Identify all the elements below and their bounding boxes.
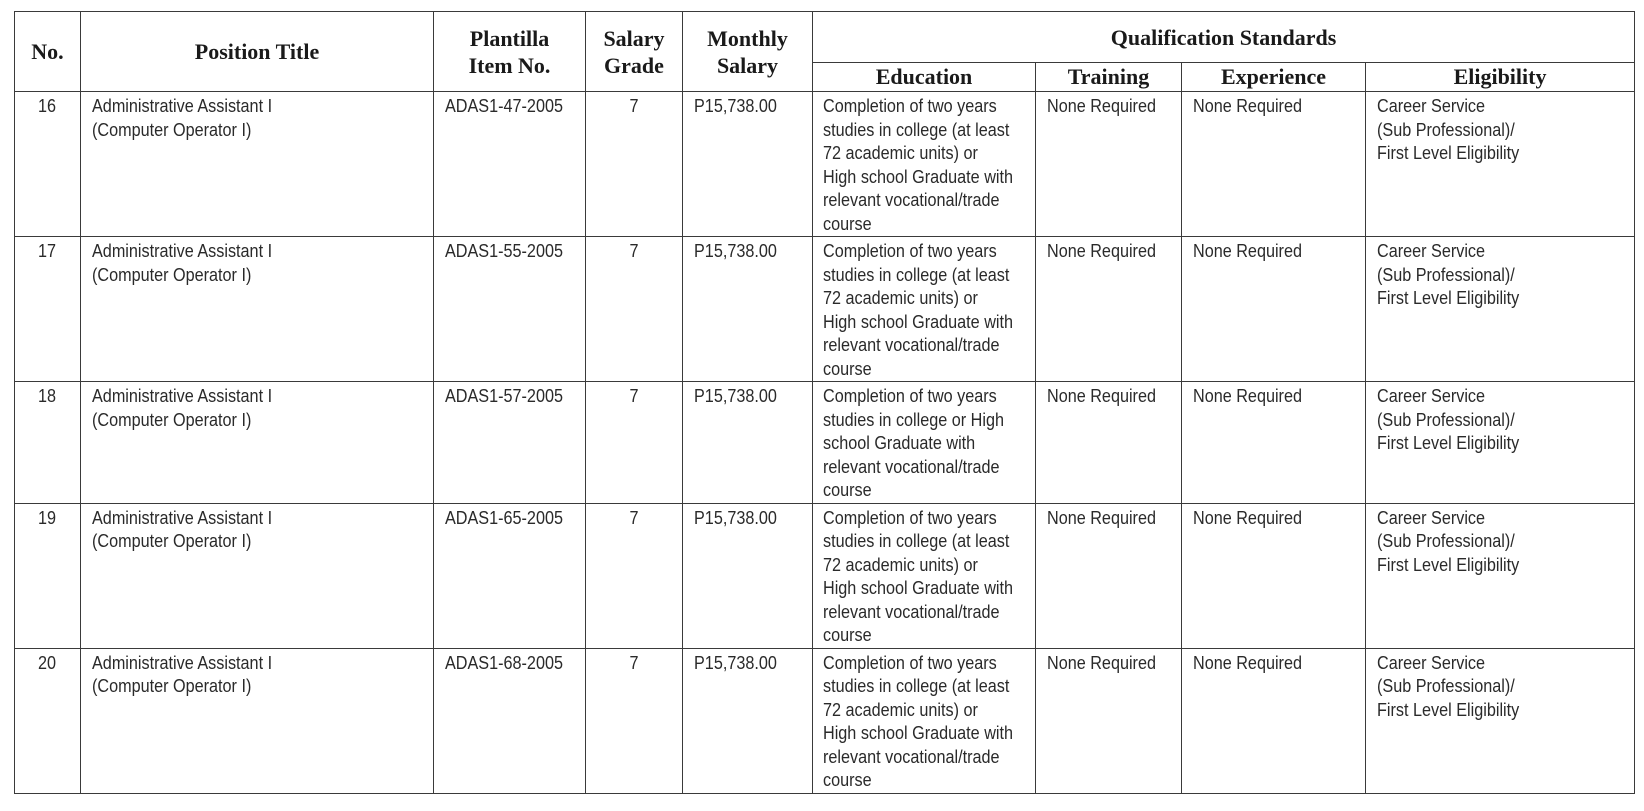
header-eligibility: Eligibility [1366,63,1635,92]
cell-position-title: Administrative Assistant I (Computer Operator I) [92,96,273,140]
cell-experience: None Required [1193,386,1302,406]
cell-plantilla-item-no: ADAS1-68-2005 [445,652,563,673]
cell-education: Completion of two years studies in college (at least 72 academic units) or High school Graduate with relevant vocational/trade course [823,96,1014,234]
cell-no: 18 [38,386,57,406]
cell-position-title: Administrative Assistant I (Computer Operator I) [92,652,273,696]
table-row [15,503,1635,648]
cell-training: None Required [1047,652,1156,673]
table-row [15,382,1635,504]
cell-monthly-salary: P15,738.00 [694,386,777,406]
table-row [15,237,1635,382]
cell-eligibility: Career Service (Sub Professional)/ First Level Eligibility [1377,241,1520,308]
cell-monthly-salary: P15,738.00 [694,96,777,116]
header-training: Training [1036,63,1182,92]
cell-training: None Required [1047,507,1156,528]
table-row [15,648,1635,793]
cell-position-title: Administrative Assistant I (Computer Operator I) [92,507,273,551]
cell-eligibility: Career Service (Sub Professional)/ First Level Eligibility [1377,507,1520,575]
cell-salary-grade: 7 [629,652,639,673]
header-monthly-salary: Monthly Salary [683,12,813,92]
cell-experience: None Required [1193,96,1302,116]
cell-monthly-salary: P15,738.00 [694,652,777,673]
cell-education: Completion of two years studies in college (at least 72 academic units) or High school Graduate with relevant vocational/trade course [823,241,1014,379]
cell-plantilla-item-no: ADAS1-65-2005 [445,507,563,528]
cell-education: Completion of two years studies in college (at least 72 academic units) or High school Graduate with relevant vocational/trade course [823,507,1014,645]
cell-eligibility: Career Service (Sub Professional)/ First Level Eligibility [1377,386,1520,453]
cell-monthly-salary: P15,738.00 [694,507,777,528]
cell-salary-grade: 7 [629,507,639,528]
cell-experience: None Required [1193,507,1302,528]
cell-experience: None Required [1193,652,1302,673]
cell-position-title: Administrative Assistant I (Computer Operator I) [92,386,273,430]
cell-education: Completion of two years studies in college or High school Graduate with relevant vocational/trade course [823,386,1005,500]
header-salary-grade: Salary Grade [586,12,683,92]
cell-position-title: Administrative Assistant I (Computer Operator I) [92,241,273,285]
cell-plantilla-item-no: ADAS1-55-2005 [445,241,563,261]
cell-no: 17 [38,241,57,261]
cell-experience: None Required [1193,241,1302,261]
cell-eligibility: Career Service (Sub Professional)/ First Level Eligibility [1377,96,1520,163]
cell-plantilla-item-no: ADAS1-57-2005 [445,386,563,406]
cell-no: 16 [38,96,57,116]
header-plantilla-item-no: Plantilla Item No. [434,12,586,92]
cell-training: None Required [1047,241,1156,261]
cell-plantilla-item-no: ADAS1-47-2005 [445,96,563,116]
cell-training: None Required [1047,386,1156,406]
header-row-1 [15,12,1635,63]
header-position-title: Position Title [81,12,434,92]
header-experience: Experience [1182,63,1366,92]
cell-salary-grade: 7 [629,241,639,261]
cell-no: 19 [38,507,57,528]
positions-table [14,11,1635,794]
header-no: No. [15,12,81,92]
cell-no: 20 [38,652,57,673]
cell-salary-grade: 7 [629,96,639,116]
header-education: Education [813,63,1036,92]
table-row [15,92,1635,237]
cell-monthly-salary: P15,738.00 [694,241,777,261]
header-qualification-standards: Qualification Standards [813,12,1635,63]
cell-training: None Required [1047,96,1156,116]
cell-education: Completion of two years studies in college (at least 72 academic units) or High school Graduate with relevant vocational/trade course [823,652,1014,790]
cell-eligibility: Career Service (Sub Professional)/ First Level Eligibility [1377,652,1520,720]
cell-salary-grade: 7 [629,386,639,406]
